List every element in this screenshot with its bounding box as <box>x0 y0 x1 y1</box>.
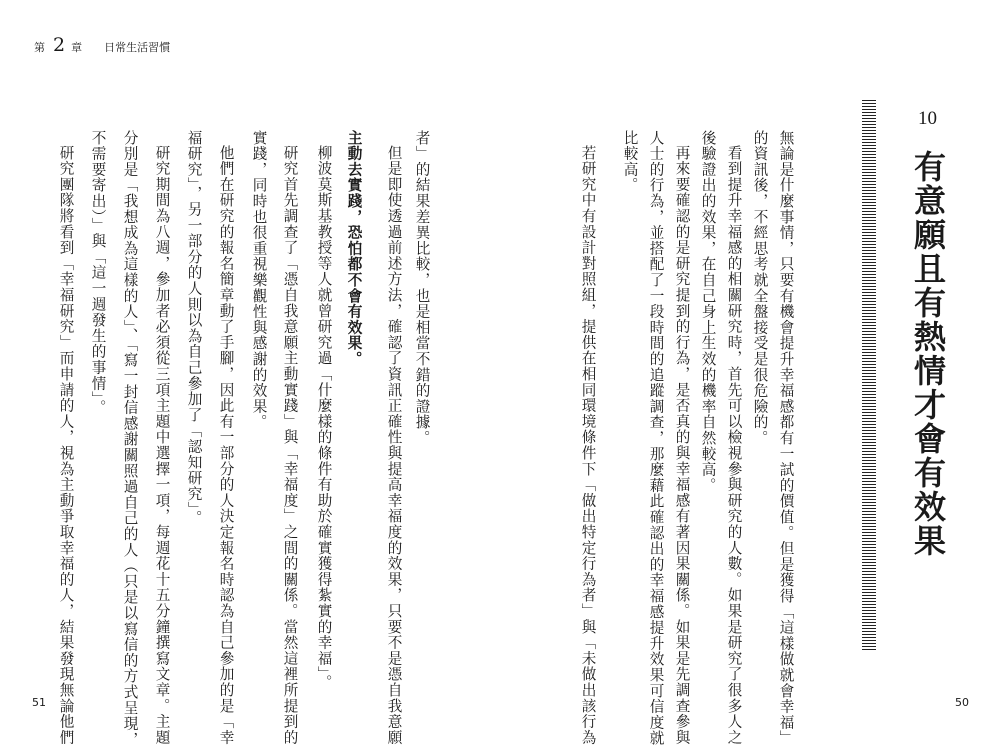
body-line: 不需要寄出）」與「這一週發生的事情」。 <box>89 130 107 416</box>
body-line: 福研究」，另一部分的人則以為自己參加了「認知研究」。 <box>185 130 203 527</box>
body-line: 分別是「我想成為這樣的人」、「寫一封信感謝關照過自己的人（只是以寫信的方式呈現， <box>121 130 139 747</box>
body-line: 看到提升幸福感的相關研究時，首先可以檢視參與研究的人數。如果是研究了很多人之 <box>725 145 743 746</box>
chapter-suffix: 章 <box>71 41 83 54</box>
page-number-right: 50 <box>955 696 969 709</box>
body-line: 柳波莫斯基教授等人就曾研究過「什麼樣的條件有助於確實獲得紮實的幸福」。 <box>315 145 333 691</box>
section-number: 10 <box>918 108 937 129</box>
page-number-left: 51 <box>32 696 46 709</box>
body-line: 若研究中有設計對照組，提供在相同環境條件下「做出特定行為者」與「未做出該行為 <box>579 145 597 746</box>
running-header <box>34 34 170 56</box>
section-divider <box>862 100 876 652</box>
body-line: 再來要確認的是研究提到的行為，是否真的與幸福感有著因果關係。如果是先調查參與 <box>673 145 691 746</box>
body-line: 的資訊後，不經思考就全盤接受是很危險的。 <box>751 130 769 446</box>
body-line: 比較高。 <box>621 130 639 194</box>
body-line: 他們在研究的報名簡章動了手腳，因此有一部分的人決定報名時認為自己參加的是「幸 <box>217 145 235 746</box>
body-line: 實踐，同時也很重視樂觀性與感謝的效果。 <box>250 130 268 431</box>
body-line: 研究期間為八週，參加者必須從三項主題中選擇一項，每週花十五分鐘撰寫文章。主題 <box>153 145 171 746</box>
body-line: 無論是什麼事情，只要有機會提升幸福感都有一試的價值。但是獲得「這樣做就會幸福」 <box>777 130 795 747</box>
section-title: 有意願且有熱情才會有效果 <box>909 150 947 558</box>
body-line: 但是即使透過前述方法，確認了資訊正確性與提高幸福度的效果，只要不是憑自我意願 <box>385 145 403 746</box>
chapter-prefix: 第 <box>34 41 45 54</box>
body-line: 後驗證出的效果，在自己身上生效的機率自然較高。 <box>699 130 717 494</box>
body-line: 人士的行為，並搭配了一段時間的追蹤調查，那麼藉此確認出的幸福感提升效果可信度就 <box>647 130 665 747</box>
body-line-emphasis: 主動去實踐，恐怕都不會有效果。 <box>345 130 363 367</box>
body-line: 研究首先調查了「憑自我意願主動實踐」與「幸福度」之間的關係。當然這裡所提到的 <box>281 145 299 746</box>
body-line: 研究團隊將看到「幸福研究」而申請的人，視為主動爭取幸福的人，結果發現無論他們 <box>57 145 75 746</box>
chapter-number: 2 <box>53 34 66 56</box>
chapter-title: 日常生活習慣 <box>104 41 171 54</box>
body-line: 者」的結果差異比較，也是相當不錯的證據。 <box>413 130 431 446</box>
